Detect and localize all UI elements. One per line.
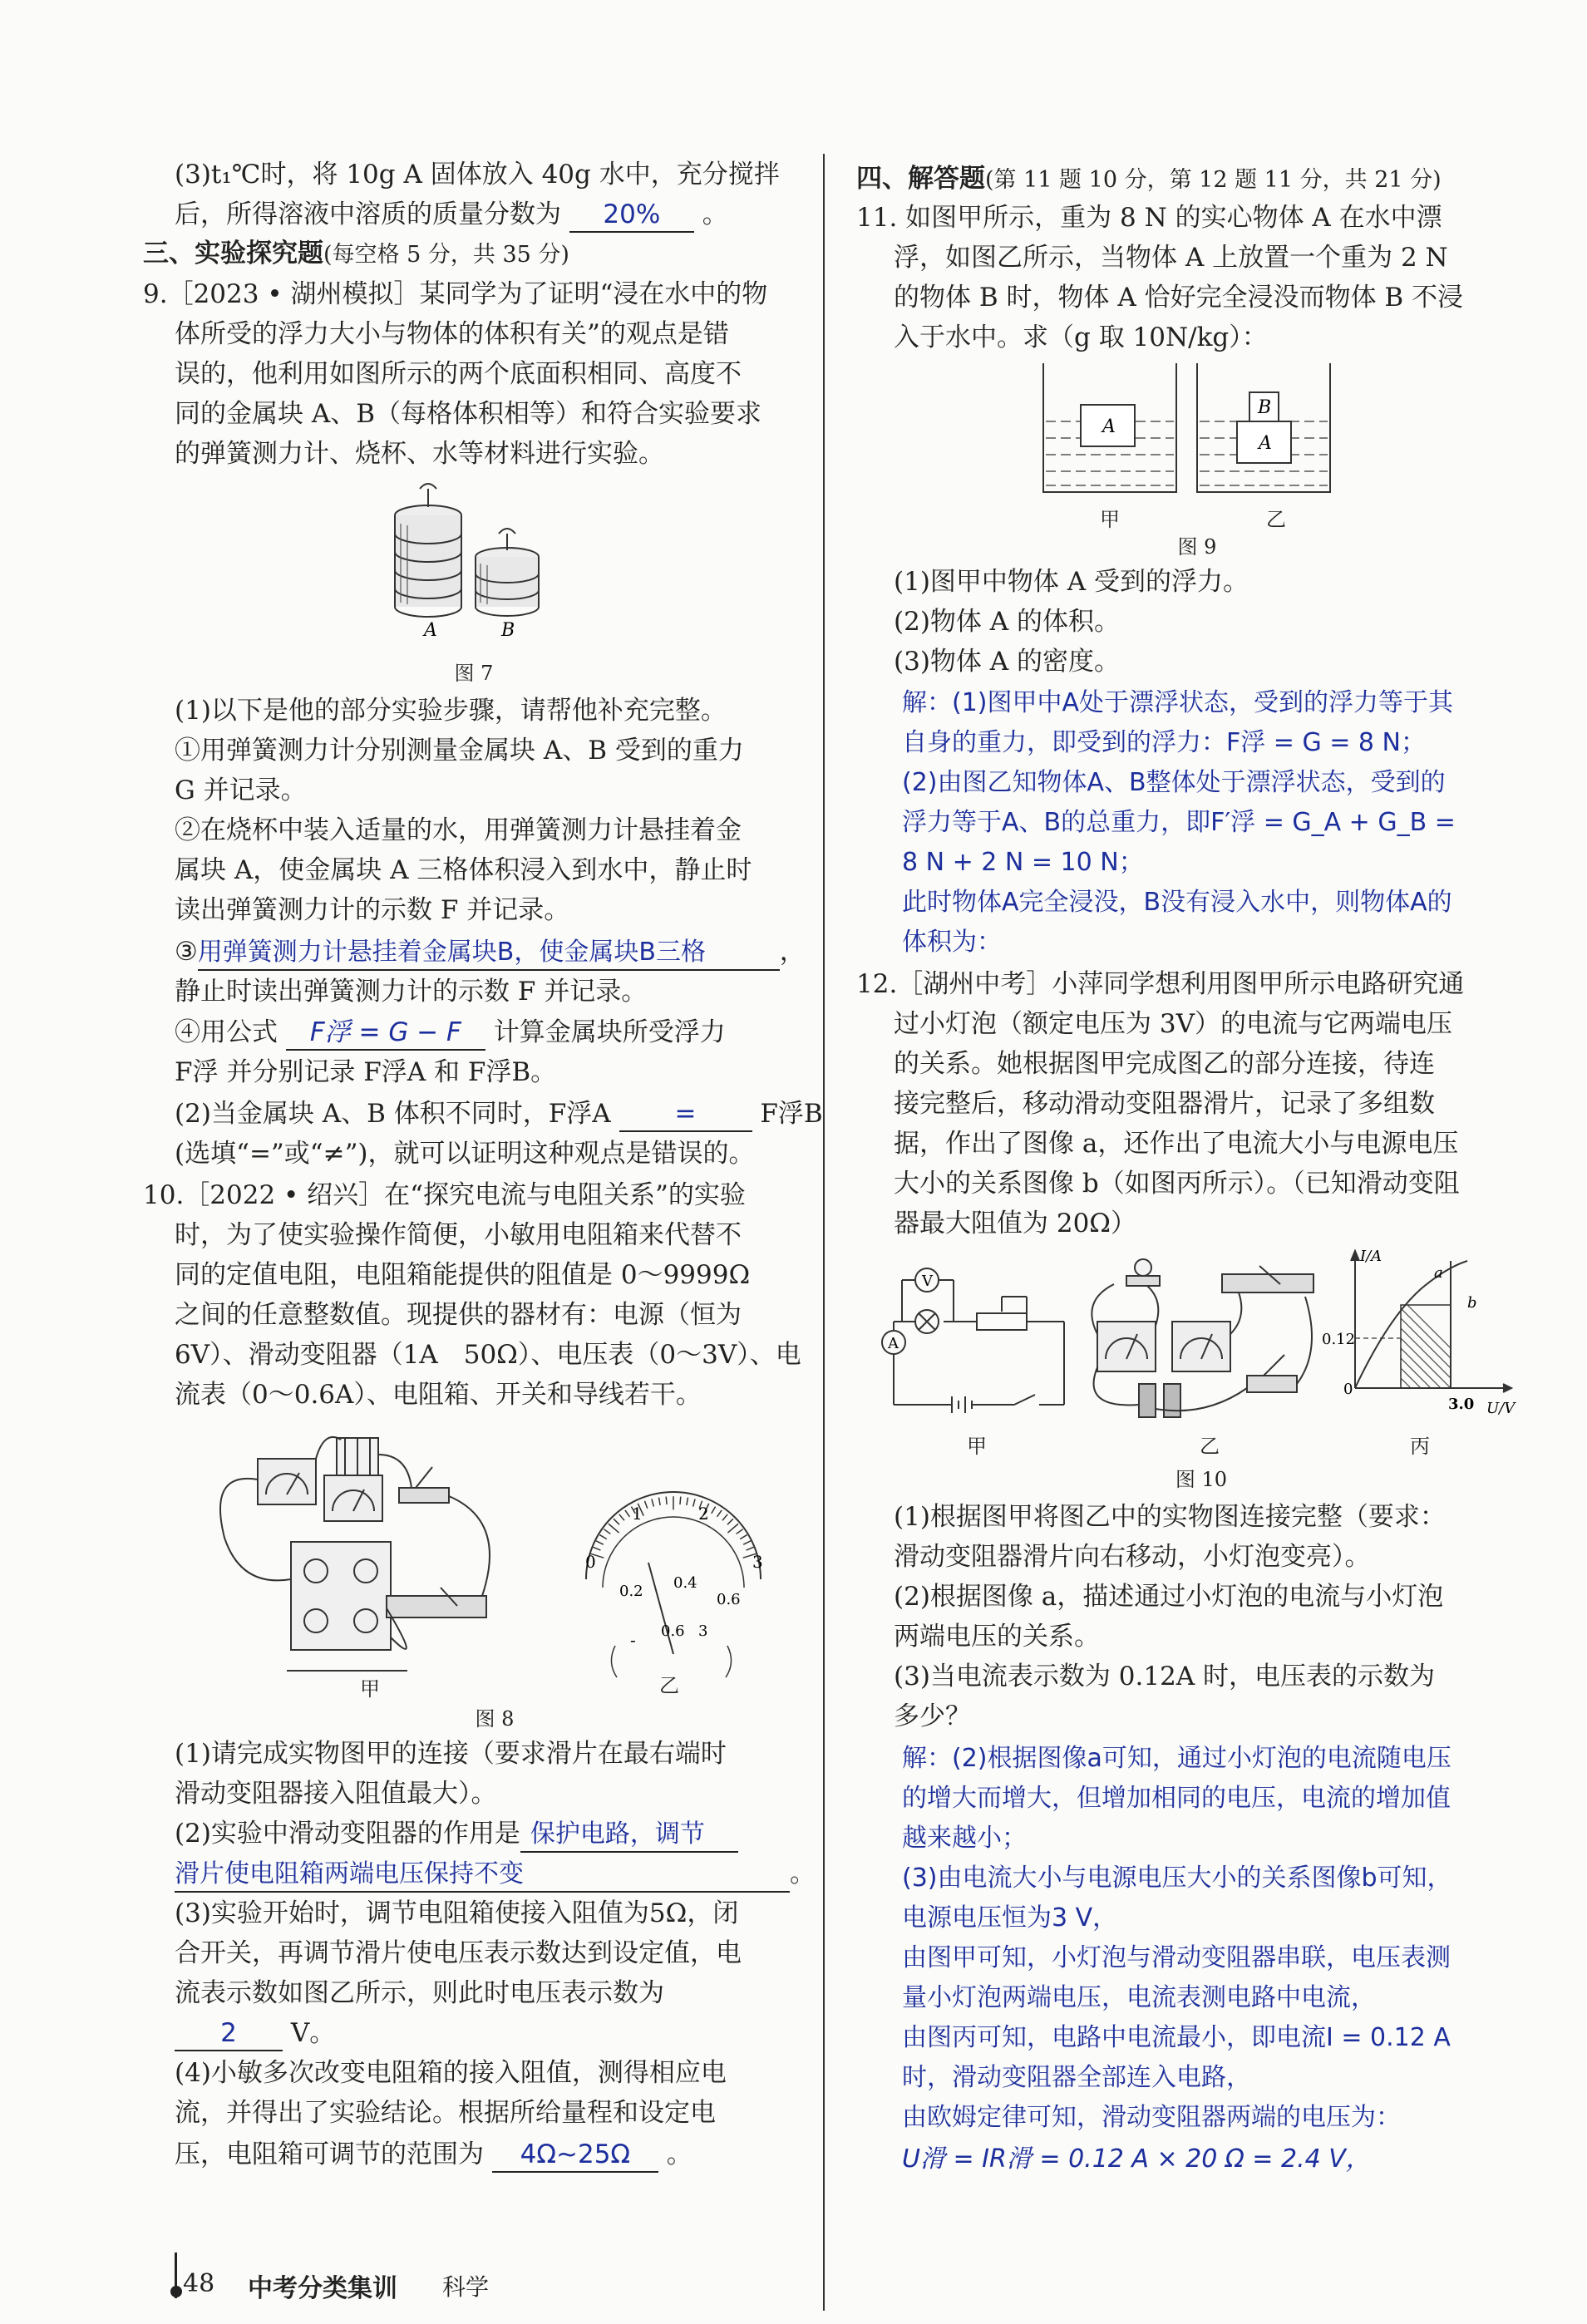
figure-9-yi-label: 乙 (1266, 508, 1286, 531)
q10-line: 之间的任意整数值。现提供的器材有：电源（恒为 (175, 1300, 742, 1330)
q11-solution-line: 自身的重力，即受到的浮力：F浮 = G = 8 N； (902, 728, 1426, 757)
dial-terminal: - (630, 1630, 636, 1650)
figure-7-caption: 图 7 (454, 662, 494, 685)
hatch-line (1401, 1348, 1441, 1388)
figure-10-yi-label: 乙 (1200, 1435, 1220, 1458)
q9-part2-answer: = (619, 1097, 752, 1132)
dial-label: 0.6 (717, 1591, 741, 1608)
q10-part3-answer-line: 2 V。 (175, 2016, 335, 2051)
dial-tick (747, 1547, 754, 1550)
q10-part4-answer: 4Ω~25Ω (492, 2138, 658, 2173)
q10-part4-answer-line: 压，电阻箱可调节的范围为 4Ω~25Ω 。 (175, 2138, 692, 2173)
q10-line: 同的定值电阻，电阻箱能提供的阻值是 0～9999Ω (175, 1260, 751, 1290)
figure-9-jia-label: 甲 (1100, 508, 1120, 531)
figure-8-caption: 图 8 (475, 1707, 515, 1731)
book-title: 中考分类集训 (248, 2274, 397, 2303)
q12-line: 大小的关系图像 b（如图丙所示）。（已知滑动变阻 (894, 1169, 1460, 1199)
hatch-line (1401, 1328, 1451, 1378)
figure-8-ammeter-yi (565, 1488, 781, 1679)
q12-line: 12.［湖州中考］小萍同学想利用图甲所示电路研究通 (856, 969, 1465, 999)
dial-tick (658, 1498, 660, 1505)
dial-terminal: 0.6 (661, 1622, 685, 1640)
section-3-heading: 三、实验探究题(每空格 5 分，共 35 分) (143, 239, 569, 268)
q10-part2-line: (2)实验中滑动变阻器的作用是 保护电路，调节 (175, 1817, 738, 1853)
dial-tick (680, 1497, 681, 1504)
graph-x-tick: 3.0 (1448, 1396, 1475, 1413)
dial-tick (604, 1529, 610, 1534)
figure-10-graph-bing (1322, 1243, 1521, 1430)
hatch-line (1401, 1338, 1451, 1388)
q9-line: 同的金属块 A、B（每格体积相等）和符合实验要求 (175, 399, 762, 429)
q10-part4-line: 流，并得出了实验结论。根据所给量程和设定电 (175, 2098, 716, 2128)
dial-tick (609, 1524, 619, 1533)
figure-8-circuit-jia (208, 1421, 515, 1687)
ammeter-label: A (888, 1335, 899, 1352)
figure-8-jia-label: 甲 (360, 1677, 380, 1701)
figure-10-setup-yi (1081, 1251, 1322, 1425)
dial-tick (722, 1514, 727, 1520)
q12-solution-line: U滑 = IR滑 = 0.12 A × 20 Ω = 2.4 V， (902, 2144, 1371, 2174)
q9-step4-line2: F浮 并分别记录 F浮A 和 F浮B。 (175, 1057, 557, 1087)
q11-solution-line: (2)由图乙知物体A、B整体处于漂浮状态，受到的 (902, 768, 1446, 797)
dial-tick (712, 1507, 716, 1514)
graph-y-label: I/A (1360, 1248, 1382, 1265)
q11-line: 入于水中。求（g 取 10N/kg）： (894, 323, 1268, 352)
q12-sub-question: 多少？ (894, 1701, 971, 1731)
q12-line: 器最大阻值为 20Ω） (894, 1209, 1137, 1238)
q10-part1-line: (1)请完成实物图甲的连接（要求滑片在最右端时 (175, 1739, 727, 1769)
curve-a-label: a (1434, 1264, 1443, 1282)
dial-label: 1 (632, 1504, 643, 1524)
q11-sub-question: (1)图甲中物体 A 受到的浮力。 (894, 567, 1249, 597)
q10-part4-line: (4)小敏多次改变电阻箱的接入阻值，测得相应电 (175, 2058, 727, 2088)
q10-part2-answer-a: 保护电路，调节 (520, 1818, 738, 1853)
q9-step4-line: ④用公式 F浮 = G − F 计算金属块所受浮力 (175, 1016, 726, 1051)
dial-tick (717, 1510, 722, 1517)
dial-tick (596, 1541, 604, 1544)
q11-solution-line: 此时物体A完全浸没，B没有浸入水中，则物体A的 (902, 888, 1452, 917)
q11-solution-line: 解：(1)图甲中A处于漂浮状态，受到的浮力等于其 (902, 688, 1454, 717)
q12-solution-line: 电源电压恒为3 V， (902, 1903, 1118, 1933)
q9-step-line: (1)以下是他的部分实验步骤，请帮他补充完整。 (175, 696, 727, 726)
hatch-line (1401, 1378, 1411, 1388)
q12-solution-line: 由欧姆定律可知，滑动变阻器两端的电压为： (902, 2103, 1401, 2132)
curve-b-label: b (1467, 1294, 1477, 1312)
q11-solution-line: 8 N + 2 N = 10 N； (902, 848, 1144, 877)
q10-part3-line: 流表示数如图乙所示，则此时电压表示数为 (175, 1978, 664, 2008)
q12-line: 接完整后，移动滑动变阻器滑片，记录了多组数 (894, 1089, 1435, 1119)
q9-step4-answer: F浮 = G − F (286, 1016, 485, 1051)
dial-tick (737, 1529, 743, 1534)
dial-tick (599, 1535, 606, 1539)
figure-8-yi-label: 乙 (659, 1674, 679, 1697)
q12-solution-line: 时，滑动变阻器全部连入电路， (902, 2063, 1251, 2092)
q12-sub-question: 滑动变阻器滑片向右移动，小灯泡变亮）。 (894, 1542, 1371, 1572)
hatch-line (1401, 1318, 1451, 1368)
q9-step-line: 读出弹簧测力计的示数 F 并记录。 (175, 895, 570, 925)
graph-y-tick: 0.12 (1322, 1331, 1356, 1348)
figure-9-label-a2: A (1259, 433, 1272, 454)
figure-10-jia-label: 甲 (967, 1435, 987, 1458)
figure-9-label-b: B (1258, 397, 1272, 418)
q10-part3-answer: 2 (175, 2016, 283, 2051)
figure-7-label-b: B (501, 620, 515, 641)
column-divider (823, 154, 825, 2311)
q12-solution-line: 越来越小； (902, 1824, 1027, 1853)
graph-x-label: U/V (1486, 1400, 1516, 1417)
q12-sub-question: (3)当电流表示数为 0.12A 时，电压表的示数为 (894, 1662, 1436, 1691)
q10-part1-line: 滑动变阻器接入阻值最大）。 (175, 1779, 497, 1809)
dial-tick (727, 1524, 738, 1533)
dial-tick (666, 1497, 667, 1504)
dial-label: 3 (752, 1552, 763, 1572)
q9-line: 的弹簧测力计、烧杯、水等材料进行实验。 (175, 439, 664, 469)
dial-tick (693, 1499, 695, 1506)
dial-label: 0.4 (673, 1574, 697, 1592)
q9-step3-line: ③用弹簧测力计悬挂着金属块B，使金属块B三格 ， (175, 935, 806, 971)
dial-tick (740, 1535, 747, 1539)
q12-solution-line: 由图丙可知，电路中电流最小，即电流I = 0.12 A (902, 2023, 1451, 2052)
q12-solution-line: 量小灯泡两端电压，电流表测电路中电流， (902, 1983, 1376, 2012)
q12-sub-question: 两端电压的关系。 (894, 1622, 1100, 1652)
dial-tick (687, 1498, 688, 1505)
q9-step-line: 属块 A，使金属块 A 三格体积浸入到水中，静止时 (175, 855, 752, 885)
q11-line: 11. 如图甲所示，重为 8 N 的实心物体 A 在水中漂 (856, 203, 1442, 233)
q10-part3-line: (3)实验开始时，调节电阻箱使接入阻值为5Ω，闭 (175, 1898, 739, 1928)
dial-tick (619, 1514, 624, 1520)
q11-solution-line: 浮力等于A、B的总重力，即F′浮 = G_A + G_B = (902, 808, 1456, 837)
q12-solution-line: (3)由电流大小与电源电压大小的关系图像b可知， (902, 1864, 1452, 1893)
q8-part3-line2: 后，所得溶液中溶质的质量分数为 20% 。 (175, 198, 728, 233)
dial-tick (727, 1519, 733, 1524)
q10-part2-line2: 滑片使电阻箱两端电压保持不变 。 (175, 1857, 816, 1893)
q12-solution-line: 由图甲可知，小灯泡与滑动变阻器串联，电压表测 (902, 1943, 1451, 1972)
figure-9-beakers (1039, 359, 1338, 500)
hatch-line (1401, 1368, 1421, 1388)
q11-sub-question: (3)物体 A 的密度。 (894, 647, 1121, 677)
dial-label: 0.2 (619, 1583, 643, 1600)
voltmeter-label: V (922, 1273, 933, 1290)
q10-part3-line: 合开关，再调节滑片使电压表示数达到设定值，电 (175, 1938, 742, 1968)
dial-tick (593, 1547, 600, 1550)
q12-line: 据，作出了图像 a，还作出了电流大小与电源电压 (894, 1129, 1459, 1159)
q10-line: 10.［2022 • 绍兴］在“探究电流与电阻关系”的实验 (143, 1180, 746, 1210)
q10-line: 流表（0～0.6A）、电阻箱、开关和导线若干。 (175, 1380, 702, 1410)
q9-step3-answer: 用弹簧测力计悬挂着金属块B，使金属块B三格 (198, 936, 780, 971)
q9-line: 误的，他利用如图所示的两个底面积相同、高度不 (175, 359, 742, 389)
q9-step-line: ①用弹簧测力计分别测量金属块 A、B 受到的重力 (175, 736, 744, 766)
figure-9-label-a: A (1102, 416, 1116, 437)
q9-step3-line2: 静止时读出弹簧测力计的示数 F 并记录。 (175, 977, 648, 1007)
q12-line: 的关系。她根据图甲完成图乙的部分连接，待连 (894, 1049, 1435, 1079)
dial-label: 2 (698, 1504, 709, 1524)
q11-line: 浮，如图乙所示，当物体 A 上放置一个重为 2 N (894, 243, 1448, 273)
figure-10-bing-label: 丙 (1410, 1435, 1430, 1458)
q10-line: 时，为了使实验操作简便，小敏用电阻箱来代替不 (175, 1220, 742, 1250)
figure-7-label-a: A (424, 620, 437, 641)
q11-line: 的物体 B 时，物体 A 恰好完全浸没而物体 B 不浸 (894, 283, 1464, 313)
q12-solution-line: 的增大而增大，但增加相同的电压，电流的增加值 (902, 1784, 1451, 1813)
figure-10-circuit-jia (877, 1247, 1077, 1421)
q8-answer-blank: 20% (569, 198, 694, 233)
page-number: 48 (183, 2269, 215, 2298)
graph-origin: 0 (1343, 1381, 1353, 1398)
section-4-heading: 四、解答题(第 11 题 10 分，第 12 题 11 分，共 21 分) (856, 164, 1442, 194)
dial-tick (644, 1501, 647, 1509)
q9-step-line: G 并记录。 (175, 775, 307, 805)
figure-10-caption: 图 10 (1175, 1468, 1228, 1491)
dial-tick (652, 1499, 653, 1506)
dial-tick (614, 1519, 619, 1524)
q11-sub-question: (2)物体 A 的体积。 (894, 607, 1121, 637)
q9-part2-line2: (选填“=”或“≠”)，就可以证明这种观点是错误的。 (175, 1139, 755, 1169)
q11-solution-line: 体积为： (902, 928, 1002, 957)
q9-line: 9.［2023 • 湖州模拟］某同学为了证明“浸在水中的物 (143, 279, 768, 309)
q9-step-line: ②在烧杯中装入适量的水，用弹簧测力计悬挂着金 (175, 815, 742, 845)
figure-9-caption: 图 9 (1177, 535, 1217, 559)
footer-dot (170, 2286, 182, 2297)
q12-sub-question: (1)根据图甲将图乙中的实物图连接完整（要求： (894, 1502, 1446, 1532)
q10-part2-answer-b: 滑片使电阻箱两端电压保持不变 (175, 1858, 790, 1893)
hatch-line (1401, 1308, 1451, 1358)
dial-terminal: 3 (698, 1622, 708, 1640)
q9-part2-line: (2)当金属块 A、B 体积不同时，F浮A = F浮B (175, 1097, 823, 1132)
q12-solution-line: 解：(2)根据图像a可知，通过小灯泡的电流随电压 (902, 1744, 1451, 1773)
q10-line: 6V）、滑动变阻器（1A 50Ω）、电压表（0～3V）、电 (175, 1340, 801, 1370)
dial-label: 0 (585, 1552, 596, 1572)
graph-hatch-area (1401, 1305, 1451, 1388)
dial-tick (743, 1541, 751, 1544)
q12-sub-question: (2)根据图像 a，描述通过小灯泡的电流与小灯泡 (894, 1582, 1444, 1612)
q9-line: 体所受的浮力大小与物体的体积有关”的观点是错 (175, 319, 729, 349)
figure-7-metal-blocks (391, 482, 557, 648)
q12-line: 过小灯泡（额定电压为 3V）的电流与它两端电压 (894, 1009, 1452, 1039)
q8-part3-line1: (3)t₁℃时，将 10g A 固体放入 40g 水中，充分搅拌 (175, 160, 780, 190)
subject-label: 科学 (442, 2273, 490, 2301)
dial-tick (625, 1510, 630, 1517)
